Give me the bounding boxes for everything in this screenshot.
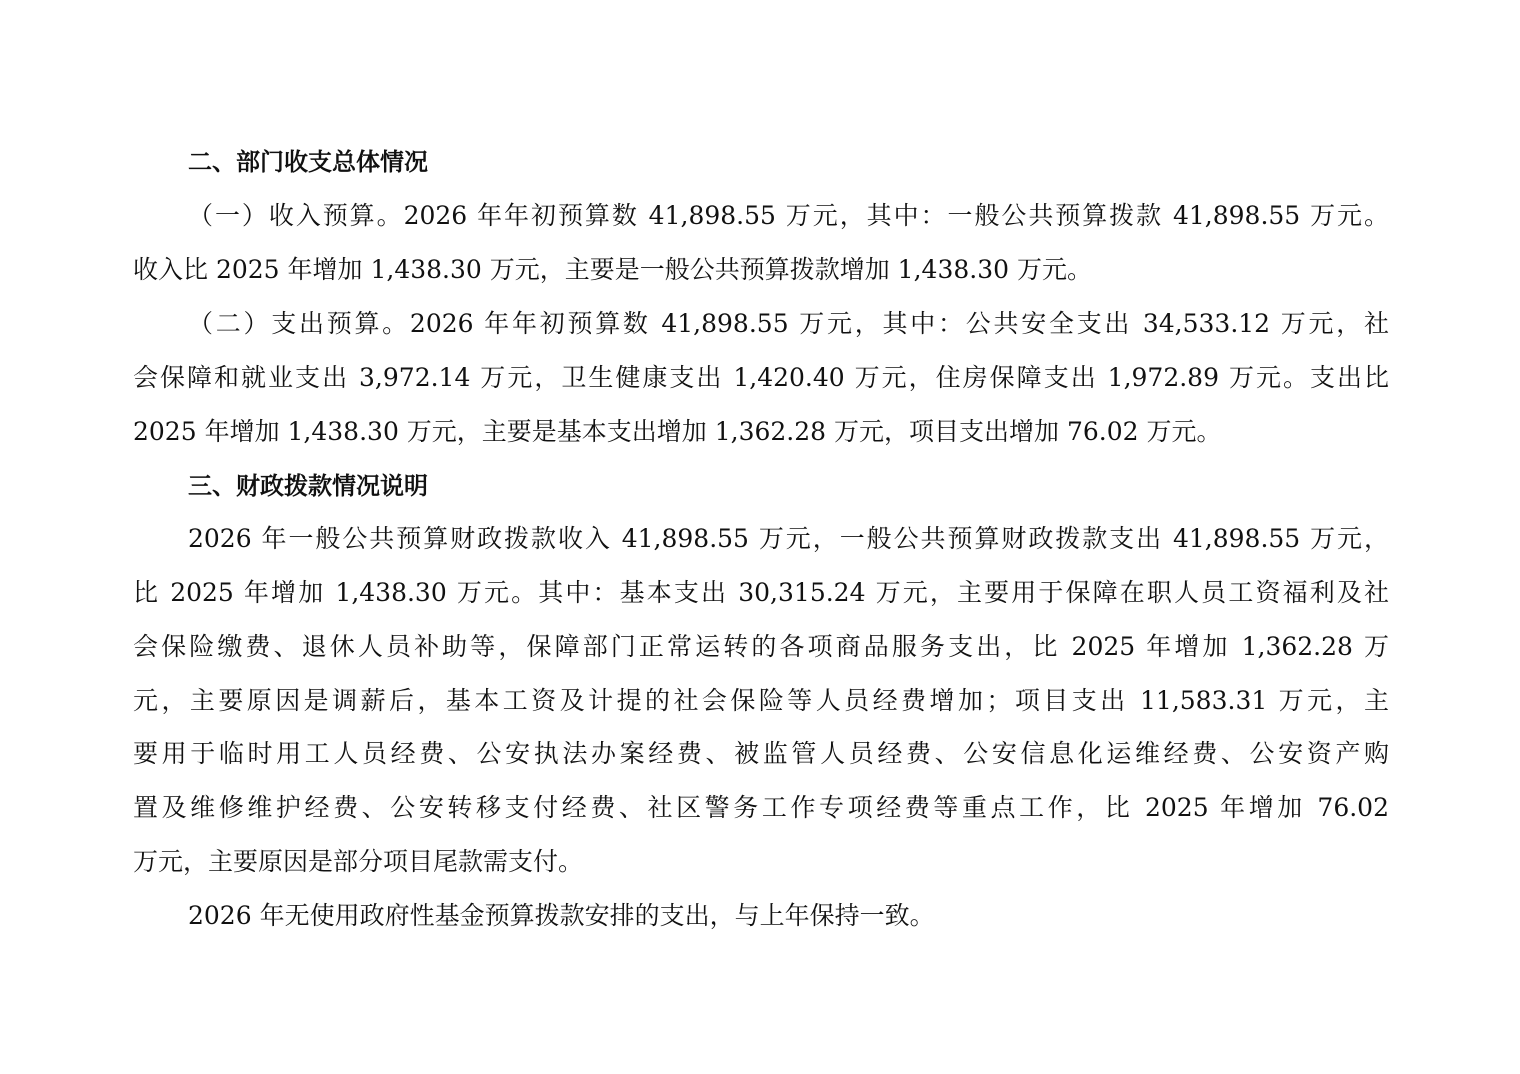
income-paragraph-line-2: 收入比 2025 年增加 1,438.30 万元，主要是一般公共预算拨款增加 1,438.30 万元。 xyxy=(133,255,1092,284)
fiscal-paragraph-line-3: 会保险缴费、退休人员补助等，保障部门正常运转的各项商品服务支出，比 2025 年增加 1,362.28 万 xyxy=(133,632,1389,661)
fiscal-paragraph-line-7: 万元，主要原因是部分项目尾款需支付。 xyxy=(133,847,584,876)
fund-paragraph: 2026 年无使用政府性基金预算拨款安排的支出，与上年保持一致。 xyxy=(188,901,935,930)
heading-fiscal-appropriation: 三、财政拨款情况说明 xyxy=(188,472,428,500)
expense-paragraph-line-1: （二）支出预算。2026 年年初预算数 41,898.55 万元，其中：公共安全支出 34,533.12 万元，社 xyxy=(188,309,1389,338)
income-paragraph-line-1: （一）收入预算。2026 年年初预算数 41,898.55 万元，其中：一般公共预算拨款 41,898.55 万元。 xyxy=(188,201,1389,230)
expense-paragraph-line-3: 2025 年增加 1,438.30 万元，主要是基本支出增加 1,362.28 万元，项目支出增加 76.02 万元。 xyxy=(133,417,1222,446)
fiscal-paragraph-line-5: 要用于临时用工人员经费、公安执法办案经费、被监管人员经费、公安信息化运维经费、公安资产购 xyxy=(133,739,1389,768)
heading-overall-budget: 二、部门收支总体情况 xyxy=(188,148,428,176)
fiscal-paragraph-line-6: 置及维修维护经费、公安转移支付经费、社区警务工作专项经费等重点工作，比 2025 年增加 76.02 xyxy=(133,793,1389,822)
fiscal-paragraph-line-2: 比 2025 年增加 1,438.30 万元。其中：基本支出 30,315.24 万元，主要用于保障在职人员工资福利及社 xyxy=(133,578,1389,607)
fiscal-paragraph-line-1: 2026 年一般公共预算财政拨款收入 41,898.55 万元，一般公共预算财政拨款支出 41,898.55 万元， xyxy=(188,524,1389,553)
fiscal-paragraph-line-4: 元，主要原因是调薪后，基本工资及计提的社会保险等人员经费增加；项目支出 11,583.31 万元，主 xyxy=(133,686,1389,715)
expense-paragraph-line-2: 会保障和就业支出 3,972.14 万元，卫生健康支出 1,420.40 万元，住房保障支出 1,972.89 万元。支出比 xyxy=(133,363,1389,392)
